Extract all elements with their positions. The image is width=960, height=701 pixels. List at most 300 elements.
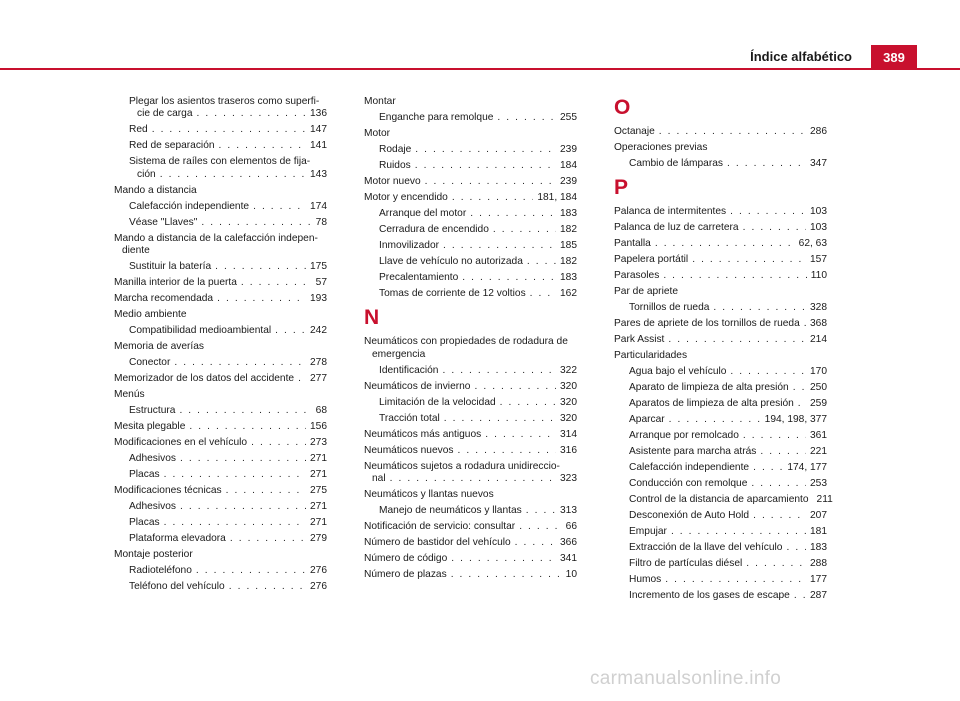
entry-line [629, 590, 827, 602]
index-entry [364, 537, 577, 549]
leader-dots [215, 261, 306, 273]
page-reference: 136 [310, 108, 327, 120]
leader-dots [415, 160, 556, 172]
entry-term: Montaje posterior [114, 549, 193, 561]
entry-term: Tracción total [379, 412, 440, 424]
entry-line [614, 238, 827, 250]
entry-text: Mando a distancia de la calefacción indepen- [114, 232, 318, 244]
entry-term: Empujar [629, 526, 667, 538]
entry-line [379, 144, 577, 156]
leader-dots [730, 366, 806, 378]
entry-line [614, 222, 827, 234]
leader-dots [743, 222, 806, 234]
entry-term: Radioteléfono [129, 565, 192, 577]
index-entry [364, 461, 577, 486]
entry-line [614, 270, 827, 282]
entry-term: Placas [129, 469, 160, 481]
leader-dots [201, 217, 311, 229]
index-subentry [114, 217, 327, 229]
page-reference: 175 [310, 261, 327, 273]
leader-dots [760, 446, 806, 458]
index-subentry [614, 510, 827, 522]
leader-dots [743, 430, 806, 442]
entry-term: Modificaciones en el vehículo [114, 437, 248, 449]
index-entry [114, 185, 327, 197]
entry-line [364, 473, 577, 485]
index-subentry [614, 542, 827, 554]
index-entry [614, 222, 827, 234]
leader-dots [229, 581, 306, 593]
entry-term: Pantalla [614, 238, 651, 250]
leader-dots [196, 565, 306, 577]
entry-term: Cerradura de encendido [379, 224, 489, 235]
page-reference: 250 [810, 382, 827, 394]
entry-line [379, 272, 577, 284]
entry-text: Plegar los asientos traseros como superfi- [129, 96, 320, 107]
entry-term: Número de código [364, 553, 448, 565]
entry-term: Número de bastidor del vehículo [364, 537, 511, 549]
entry-term: Estructura [129, 405, 176, 417]
index-subentry [114, 156, 327, 181]
entry-term: Sustituir la batería [129, 261, 212, 273]
page-reference: 279 [310, 533, 327, 545]
entry-text: Sistema de raíles con elementos de fija- [129, 156, 311, 168]
index-entry [114, 277, 327, 289]
page-reference: 347 [810, 158, 827, 169]
index-subentry [364, 240, 577, 252]
index-subentry [114, 357, 327, 369]
page-reference: 255 [560, 112, 577, 123]
leader-dots [164, 517, 306, 529]
leader-dots [663, 270, 806, 282]
index-subentry [364, 256, 577, 268]
entry-term: Arranque por remolcado [629, 430, 739, 442]
leader-dots [727, 158, 806, 170]
leader-dots [452, 192, 534, 204]
header-rule [0, 68, 960, 70]
entry-term: Modificaciones técnicas [114, 485, 222, 497]
entry-line [629, 462, 827, 474]
leader-dots [519, 521, 561, 533]
leader-dots [451, 553, 556, 565]
index-entry [364, 381, 577, 393]
page-reference: 322 [560, 364, 577, 376]
leader-dots [794, 590, 806, 602]
page-reference: 182 [560, 256, 577, 267]
page-reference: 287 [810, 590, 827, 602]
entry-term: Aparatos de limpieza de alta presión [629, 398, 794, 410]
page-reference: 276 [310, 581, 327, 593]
entry-line [379, 160, 577, 172]
page-reference: 156 [310, 421, 327, 433]
entry-line [379, 505, 577, 517]
entry-line [629, 494, 833, 506]
entry-line [114, 421, 327, 433]
entry-term: Calefacción independiente [129, 200, 250, 212]
entry-line [364, 128, 577, 140]
entry-term: Conducción con remolque [629, 478, 748, 490]
index-entry [364, 192, 577, 204]
entry-line [114, 277, 327, 289]
entry-term: nal [372, 473, 386, 485]
entry-line [114, 485, 327, 497]
index-subentry [114, 405, 327, 417]
page-reference: 276 [310, 565, 327, 577]
index-subentry [614, 414, 827, 426]
index-subentry [364, 397, 577, 409]
index-entry [364, 96, 577, 108]
page-reference: 181, 184 [537, 192, 577, 203]
entry-line [129, 357, 327, 369]
leader-dots [298, 373, 306, 385]
entry-term: Particularidades [614, 350, 688, 362]
index-subentry [614, 398, 827, 410]
entry-term: Palanca de intermitentes [614, 206, 727, 218]
entry-line [129, 201, 327, 213]
index-subentry [364, 144, 577, 156]
entry-term: Manilla interior de la puerta [114, 277, 237, 289]
index-entry [114, 485, 327, 497]
page-number-badge: 389 [871, 45, 917, 70]
entry-term: Asistente para marcha atrás [629, 446, 757, 458]
entry-term: Arranque del motor [379, 208, 467, 219]
entry-line [129, 469, 327, 481]
entry-term: Menús [114, 389, 145, 401]
index-entry [114, 421, 327, 433]
leader-dots [241, 277, 312, 289]
leader-dots [753, 510, 806, 522]
entry-term: Enganche para remolque [379, 112, 494, 123]
leader-dots [164, 469, 306, 481]
entry-term: Neumáticos más antiguos [364, 428, 482, 440]
page-reference: 174, 177 [787, 462, 827, 474]
leader-dots [251, 437, 306, 449]
index-entry [614, 206, 827, 218]
entry-term: Red [129, 124, 148, 136]
entry-line [614, 350, 827, 362]
entry-line [129, 533, 327, 545]
index-subentry [114, 96, 327, 121]
index-entry [364, 429, 577, 441]
index-entry [614, 270, 827, 282]
entry-line [364, 96, 577, 108]
index-subentry [614, 590, 827, 602]
page-reference: 242 [310, 325, 327, 337]
index-entry [364, 569, 577, 581]
page-reference: 288 [810, 558, 827, 570]
index-entry [114, 373, 327, 385]
page-reference: 366 [560, 537, 577, 549]
index-subentry [114, 565, 327, 577]
index-subentry [614, 446, 827, 458]
page-reference: 78 [315, 216, 327, 228]
leader-dots [152, 124, 306, 136]
entry-term: cie de carga [137, 108, 193, 120]
leader-dots [219, 140, 306, 152]
leader-dots [798, 398, 806, 410]
entry-line [629, 158, 827, 170]
entry-term: Octanaje [614, 126, 655, 137]
entry-line [614, 334, 827, 346]
entry-line [364, 381, 577, 393]
entry-line [614, 142, 827, 154]
entry-line [114, 549, 327, 561]
page-reference: 341 [560, 553, 577, 565]
index-subentry [364, 224, 577, 236]
index-entry [614, 318, 827, 330]
entry-line [379, 365, 577, 377]
page-reference: 328 [810, 302, 827, 314]
leader-dots [485, 429, 556, 441]
index-subentry [114, 453, 327, 465]
leader-dots [786, 542, 806, 554]
index-subentry [114, 469, 327, 481]
entry-term: Agua bajo el vehículo [629, 366, 727, 378]
entry-term: Número de plazas [364, 569, 447, 581]
index-subentry [614, 302, 827, 314]
entry-term: Extracción de la llave del vehículo [629, 542, 783, 554]
index-subentry [114, 140, 327, 152]
entry-line [129, 517, 327, 529]
entry-line [364, 569, 577, 581]
entry-text: diente [122, 245, 150, 257]
entry-term: Calefacción independiente [629, 462, 750, 474]
index-column-2 [364, 96, 577, 585]
entry-line [629, 302, 827, 314]
page-reference: 253 [810, 478, 827, 490]
index-subentry [614, 366, 827, 378]
index-subentry [114, 325, 327, 337]
entry-line [129, 261, 327, 273]
index-entry [614, 142, 827, 154]
entry-term: Neumáticos y llantas nuevos [364, 489, 494, 501]
entry-line [114, 373, 327, 385]
leader-dots [527, 256, 556, 268]
entry-term: Inmovilizador [379, 240, 440, 251]
entry-term: Filtro de partículas diésel [629, 558, 743, 570]
leader-dots [753, 462, 783, 474]
entry-line [614, 206, 827, 218]
entry-line [364, 176, 577, 188]
leader-dots [746, 558, 806, 570]
index-subentry [114, 533, 327, 545]
page-reference: 277 [310, 373, 327, 385]
entry-term: Manejo de neumáticos y llantas [379, 505, 522, 517]
page-reference: 147 [310, 124, 327, 136]
entry-text: emergencia [372, 348, 426, 360]
entry-term: Parasoles [614, 270, 660, 282]
leader-dots [180, 501, 306, 513]
entry-term: Llave de vehículo no autorizada [379, 256, 523, 267]
entry-term: Desconexión de Auto Hold [629, 510, 750, 522]
entry-term: Notificación de servicio: consultar [364, 521, 516, 533]
entry-line [364, 445, 577, 457]
index-entry [364, 176, 577, 188]
leader-dots [197, 108, 307, 120]
index-entry [114, 233, 327, 258]
leader-dots [713, 302, 806, 314]
watermark: carmanualsonline.info [590, 668, 782, 689]
entry-line [379, 240, 577, 252]
entry-term: Plataforma elevadora [129, 533, 226, 545]
page-reference: 62, 63 [798, 238, 827, 250]
section-letter: O [614, 96, 631, 119]
leader-dots [515, 537, 556, 549]
page-header-title: Índice alfabético [750, 49, 852, 64]
entry-term: Identificación [379, 364, 439, 376]
leader-dots [462, 272, 556, 284]
leader-dots [444, 413, 556, 425]
leader-dots [226, 485, 306, 497]
leader-dots [442, 365, 556, 377]
entry-line [379, 224, 577, 236]
index-entry [614, 238, 827, 250]
index-entry [364, 489, 577, 501]
leader-dots [671, 526, 806, 538]
index-subentry [614, 158, 827, 170]
entry-text: Neumáticos con propiedades de rodadura de [364, 336, 568, 348]
leader-dots [497, 112, 556, 124]
leader-dots [793, 382, 806, 394]
leader-dots [275, 325, 306, 337]
page-reference: 316 [560, 444, 577, 456]
entry-text: Neumáticos sujetos a rodadura unidireccio- [364, 460, 560, 472]
leader-dots [451, 569, 562, 581]
entry-term: Tornillos de rueda [629, 302, 710, 314]
index-subentry [364, 112, 577, 124]
page-reference: 259 [810, 398, 827, 410]
index-subentry [114, 201, 327, 213]
leader-dots [443, 240, 556, 252]
entry-line [379, 397, 577, 409]
entry-line [129, 565, 327, 577]
index-entry [364, 445, 577, 457]
leader-dots [692, 254, 806, 266]
entry-term: Adhesivos [129, 501, 177, 513]
entry-line [379, 413, 577, 425]
entry-term: Palanca de luz de carretera [614, 222, 739, 234]
entry-term: Pares de apriete de los tornillos de rueda [614, 318, 800, 330]
section-letter: P [614, 176, 629, 200]
page-reference: 239 [560, 176, 577, 187]
entry-line [129, 501, 327, 513]
entry-line [129, 108, 327, 120]
entry-term: Papelera portátil [614, 254, 689, 266]
entry-line [129, 405, 327, 417]
page-reference: 182 [560, 224, 577, 235]
entry-line [114, 341, 327, 353]
entry-line [364, 489, 577, 501]
page-reference: 271 [310, 453, 327, 465]
index-entry [114, 341, 327, 353]
index-entry [114, 309, 327, 321]
page-reference: 286 [810, 126, 827, 137]
entry-term: Teléfono del vehículo [129, 581, 225, 593]
entry-term: Limitación de la velocidad [379, 396, 496, 408]
index-subentry [114, 261, 327, 273]
entry-term: Motor nuevo [364, 176, 421, 187]
entry-term: Ruidos [379, 160, 411, 171]
entry-term: Incremento de los gases de escape [629, 590, 790, 602]
page-reference: 157 [810, 254, 827, 266]
leader-dots [179, 405, 311, 417]
entry-line [129, 325, 327, 337]
page-reference: 275 [310, 485, 327, 497]
entry-term: Tomas de corriente de 12 voltios [379, 288, 526, 299]
page-reference: 103 [810, 206, 827, 218]
page-reference: 214 [810, 334, 827, 346]
index-column-1 [114, 96, 327, 597]
page-reference: 66 [565, 521, 577, 533]
index-subentry [364, 365, 577, 377]
page-reference: 181 [810, 526, 827, 538]
entry-term: Motor [364, 128, 391, 139]
index-subentry [614, 558, 827, 570]
entry-term: Par de apriete [614, 286, 678, 298]
entry-line [129, 140, 327, 152]
page-reference: 183 [560, 272, 577, 283]
index-entry [614, 286, 827, 298]
index-subentry [364, 413, 577, 425]
entry-term: Control de la distancia de aparcamiento [629, 494, 809, 506]
entry-term: Aparato de limpieza de alta presión [629, 382, 789, 394]
page-reference: 271 [310, 469, 327, 481]
entry-term: Montar [364, 96, 396, 107]
page-reference: 194, 198, 377 [764, 414, 827, 426]
page-reference: 68 [315, 405, 327, 417]
leader-dots [526, 505, 556, 517]
entry-line [364, 429, 577, 441]
leader-dots [457, 445, 556, 457]
entry-line [629, 526, 827, 538]
page-reference: 314 [560, 428, 577, 440]
entry-line [129, 581, 327, 593]
page-reference: 141 [310, 140, 327, 152]
index-entry [114, 293, 327, 305]
index-entry [114, 389, 327, 401]
page-reference: 271 [310, 501, 327, 513]
index-entry [614, 126, 827, 138]
index-entry [114, 437, 327, 449]
leader-dots [160, 169, 306, 181]
entry-line [629, 574, 827, 586]
entry-line [379, 288, 577, 300]
leader-dots [253, 201, 306, 213]
entry-line [614, 254, 827, 266]
leader-dots [470, 208, 556, 220]
entry-line [114, 389, 327, 401]
page-reference: 184 [560, 160, 577, 171]
entry-line [629, 510, 827, 522]
entry-term: Memoria de averías [114, 341, 205, 353]
page-reference: 239 [560, 144, 577, 155]
page-reference: 361 [810, 430, 827, 442]
index-subentry [114, 581, 327, 593]
page-reference: 183 [560, 208, 577, 219]
page-reference: 320 [560, 396, 577, 408]
page-reference: 193 [310, 293, 327, 305]
entry-line [629, 446, 827, 458]
entry-line [629, 366, 827, 378]
index-subentry [614, 494, 833, 506]
entry-term: Operaciones previas [614, 142, 708, 153]
index-entry [364, 336, 577, 361]
leader-dots [730, 206, 806, 218]
index-entry [614, 334, 827, 346]
index-subentry [114, 124, 327, 136]
leader-dots [180, 453, 306, 465]
leader-dots [668, 334, 806, 346]
